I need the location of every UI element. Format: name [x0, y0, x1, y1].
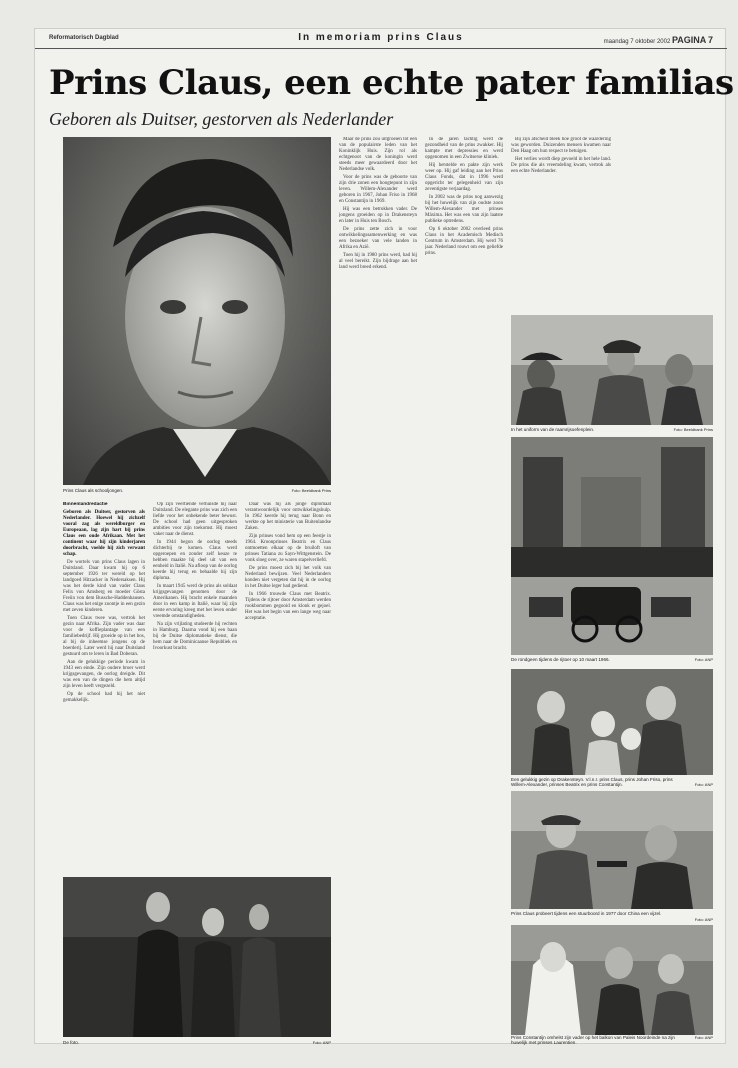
article-column-6: [511, 137, 611, 312]
paragraph: Daar was hij als jonge diplomaat verantwoordelijk voor ontwikkelingshulp. In 1962 keerde hij terug naar Bonn en werkte op het ministerie van Buitenlandse Zaken.: [245, 502, 331, 531]
china-visit-credit: Foto: ANP: [694, 917, 713, 922]
paragraph: De prins zette zich in voor ontwikkelingssamenwerking en was een bezoeker van vele landen in Afrika en Azië.: [339, 227, 417, 250]
balcony-credit: Foto: ANP: [694, 1035, 713, 1040]
family-with-children-credit: Foto: ANP: [694, 782, 713, 787]
balcony-caption: Prins Constantijn omhelst zijn vader op het balkon van Paleis Noordeinde na zijn huwelijk met prinses Laurentien.: [511, 1035, 675, 1046]
article-column-2: [153, 502, 237, 872]
family-caption: De foto.: [63, 1040, 80, 1045]
china-visit-caption: Prins Claus probeert tijdens een stuurboord in 1977 door China een vijzel.: [511, 911, 662, 916]
article-lead: Geboren als Duitser, gestorven als Nederlander. Hoewel hij zichzelf vooral zag als wereldburger en Europeaan, lag zijn hart bij prins Claus een oude Afrikaan. Met het continent waar hij zijn kinderjaren doorbracht, voelde hij zich verwant schap.: [63, 510, 145, 557]
family-photo: [63, 877, 331, 1037]
paragraph: In maart 1945 werd de prins als soldaat krijgsgevangen genomen door de Amerikanen. Hij bracht enkele maanden door in een kamp in Italië, waar hij zijn eerste ervaring kreeg met het leven onder vreemde omstandigheden.: [153, 584, 237, 619]
paragraph: Na zijn vrijlating studeerde hij rechten in Hamburg. Daarna vond hij een baan bij de Duitse diplomatieke dienst, die hem naar de Dominicaanse Republiek en Ivoorkust bracht.: [153, 622, 237, 651]
paragraph: Op 6 oktober 2002 overleed prins Claus in het Academisch Medisch Centrum in Amsterdam. Hij werd 76 jaar. Nederland rouwt om een geliefde prins.: [425, 227, 503, 256]
article-column-4: [339, 137, 417, 1042]
portrait-credit: Foto: Beeldbank Prins: [291, 488, 331, 493]
china-visit-photo: [511, 791, 713, 909]
article-column-5: [425, 137, 503, 1042]
masthead: [35, 29, 727, 49]
wedding-caption: De rondgeen tijdens de rijtoer op 10 maart 1966.: [511, 657, 610, 662]
headline: Prins Claus, een echte pater familias: [49, 63, 734, 103]
paragraph: In 2002 was de prins nog aanwezig bij het huwelijk van zijn oudste zoon Willem-Alexander met prinses Máxima. Het was een van zijn laatste publieke optredens.: [425, 195, 503, 224]
page-label: PAGINA: [671, 35, 707, 45]
uniform-caption: In het uniform van de raamrijsoefenplein.: [511, 427, 595, 432]
paragraph: Op de school had hij het niet gemakkelijk.: [63, 692, 145, 703]
paragraph: Het verlies wordt diep gevoeld in het hele land. De prins die als vreemdeling kwam, vertrok als een echte Nederlander.: [511, 157, 611, 174]
paragraph: Hij herstelde en pakte zijn werk weer op. Hij gaf leiding aan het Prins Claus Fonds, dat in 1996 werd opgericht ter gelegenheid van zijn zeventigste verjaardag.: [425, 163, 503, 192]
paragraph: Maar de prins zou uitgroeien tot een van de populairste leden van het Koninklijk Huis. Zijn rol als echtgenoot van de koningin werd steeds meer gewaardeerd door het Nederlandse volk.: [339, 137, 417, 172]
uniform-credit: Foto: Beeldbank Prins: [673, 427, 713, 432]
paragraph: Toen hij in 1980 prins werd, had hij al veel bereikt. Zijn bijdrage aan het land werd breed erkend.: [339, 253, 417, 270]
paragraph: In 1966 trouwde Claus met Beatrix. Tijdens de rijtoer door Amsterdam werden rookbommen gegooid en klonk er gejoel. Het was het begin van een lange weg naar acceptatie.: [245, 592, 331, 621]
paragraph: In 1944 begon de oorlog steeds dichterbij te komen. Claus werd opgeroepen en zonder zelf keuze te hebben maakte hij deel uit van een eenheid in Italië. Na afloop van de oorlog keerde hij terug en behaalde hij zijn diploma.: [153, 540, 237, 581]
family-with-children-photo: [511, 669, 713, 775]
article-column-1: [63, 502, 145, 872]
paragraph: De wortels van prins Claus lagen in Duitsland. Daar kwam hij op 6 september 1926 ter wereld op het landgoed Hitzacker in Nedersaksen. Hij was het derde kind van vader Claus Felix von Amsberg en moeder Gösta Freiin von dem Bussche-Haddenhausen. Claus was het enige zoontje in een gezin met zeven kinderen.: [63, 560, 145, 613]
issue-date: maandag 7 oktober 2002: [603, 39, 671, 45]
page-number: 7: [707, 35, 713, 45]
section-title: In memoriam prins Claus: [298, 32, 464, 43]
paragraph: Bij zijn afscheid bleek hoe groot de waardering was geworden. Duizenden mensen kwamen naar Den Haag om hun respect te betuigen.: [511, 137, 611, 154]
paragraph: Hij was een betrokken vader. De jongens groeiden op in Drakensteyn en later in Huis ten Bosch.: [339, 207, 417, 224]
wedding-credit: Foto: ANP: [694, 657, 713, 662]
paragraph: De prins moest zich bij het volk van Nederland bewijzen. Veel Nederlanders konden niet vergeten dat hij in de oorlog in het Duitse leger had gediend.: [245, 566, 331, 589]
paragraph: Zijn prinses vond hem op een feestje in 1964. Kroonprinses Beatrix en Claus ontmoetten elkaar op de bruiloft van prinses Tatiana zu Sayn-Wittgenstein. De vonk sloeg over, ze waren stapelverliefd.: [245, 534, 331, 563]
paragraph: In de jaren tachtig werd de gezondheid van de prins zwakker. Hij kampte met depressies en werd opgenomen in een Zwitserse kliniek.: [425, 137, 503, 160]
family-credit: Foto: ANP: [312, 1040, 331, 1045]
subheadline: Geboren als Duitser, gestorven als Nederlander: [49, 109, 394, 129]
paragraph: Op zijn veertiende verhuisde hij naar Duitsland. De elegante prins was zich een liefde voor het onbekende beter bewust. De school had geen uitgesproken ambities voor zijn toekomst. Hij moest vaker naar de dienst.: [153, 502, 237, 537]
newspaper-page: [34, 28, 734, 1046]
page-info: [604, 35, 713, 45]
balcony-photo: [511, 925, 713, 1035]
article-kicker: Binnenlandredactie: [63, 502, 108, 507]
family-with-children-caption: Een gelukkig gezin op Drakensteyn. V.l.n.r. prins Claus, prins Johan Friso, prins Willem-Alexander, prinses Beatrix en prins Constantijn.: [511, 777, 673, 788]
paragraph: Aan de gelukkige periode kwam in 1943 een einde. Zijn oudere broer werd krijgsgevangen, de oorlog dreigde. Dit was een van de dingen die hem altijd zijn leven heeft vergezeld.: [63, 660, 145, 689]
portrait-caption: Prins Claus als schooljongen.: [63, 488, 124, 493]
uniform-photo: [511, 315, 713, 425]
portrait-photo: [63, 137, 331, 485]
paragraph: Voor de prins was de geboorte van zijn drie zonen een hoogtepunt in zijn leven. Willem-Alexander werd geboren in 1967, Johan Friso in 1968 en Constantijn in 1969.: [339, 175, 417, 204]
article-column-3: [245, 502, 331, 872]
wedding-procession-photo: [511, 437, 713, 655]
paragraph: Toen Claus twee was, vertrok het gezin naar Afrika. Zijn vader was daar voor de koffieplantage van een familiebedrijf. Hij groeide op in het bos, al bij de inheemse jongens op de boerderij. Later werd hij naar Duitsland gestuurd om te leren in Bad Doberan.: [63, 616, 145, 657]
newspaper-name: Reformatorisch Dagblad: [49, 35, 119, 41]
